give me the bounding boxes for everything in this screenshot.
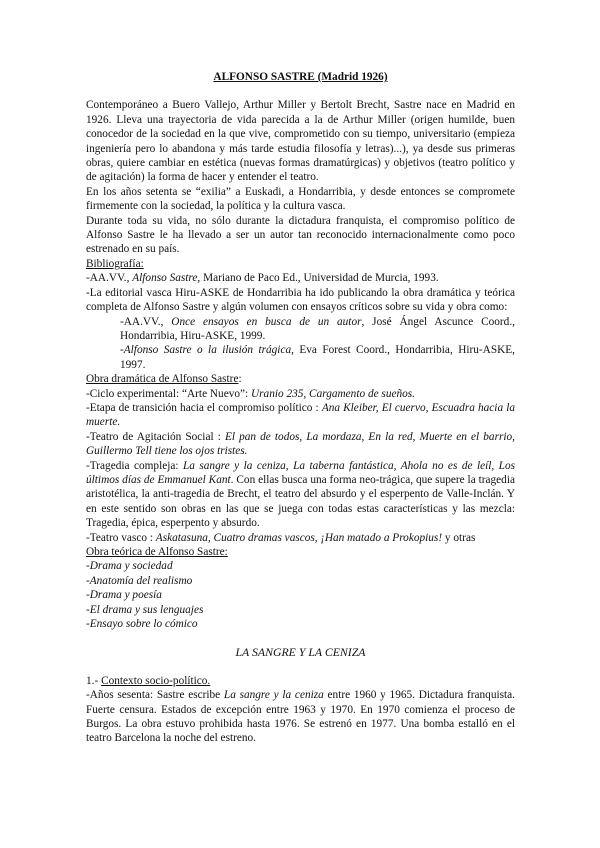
section-sub-number: 1.- [86, 674, 102, 687]
bib-sub-1-rest: , José Ángel Ascunce Coord., Hondarribia, Hiru-ASKE, 1999. [120, 315, 515, 342]
bib-item-1-title: Alfonso Sastre [132, 272, 198, 285]
bibliography-heading [86, 257, 515, 271]
bib-sub-2-title: Alfonso Sastre o la ilusión trágica [123, 344, 292, 357]
bib-sub-2-rest: , Eva Forest Coord., Hondarribia, Hiru-ASKE, 1997. [120, 344, 515, 371]
bib-item-1-rest: , Mariano de Paco Ed., Universidad de Murcia, 1993. [197, 272, 439, 285]
theory-work-item: -Anatomía del realismo [86, 574, 193, 587]
ciclo-works: Uranio 235, Cargamento de sueños. [251, 387, 416, 400]
section-body [86, 688, 515, 746]
bibliography-item-1 [86, 271, 515, 285]
dramatic-works-agitacion [86, 430, 515, 459]
theory-works-heading [86, 545, 515, 559]
dramatic-works-tragedia [86, 459, 515, 531]
theory-work-item: -Ensayo sobre lo cómico [86, 618, 198, 631]
agitacion-prefix: -Teatro de Agitación Social : [86, 430, 225, 443]
ciclo-prefix: -Ciclo experimental: “Arte Nuevo”: [86, 387, 251, 400]
bib-sub-1-prefix: -AA.VV., [120, 315, 172, 328]
section-title: LA SANGRE Y LA CENIZA [235, 645, 366, 660]
bibliography-heading-text: Bibliografía: [86, 257, 144, 270]
dramatic-works-etapa [86, 401, 515, 430]
tragedia-works: La sangre y la ceniza, La taberna fantástica, Ahola no es de leíl, Los últimos días de Emmanuel Kant [86, 459, 515, 486]
dramatic-works-heading [86, 372, 515, 386]
section-body-title: La sangre y la ceniza [223, 689, 324, 702]
vasco-rest: y otras [442, 531, 476, 544]
dramatic-works-vasco [86, 531, 515, 545]
bib-sub-1-title: Once ensayos en busca de un autor [171, 315, 362, 328]
document-body [86, 70, 515, 746]
bib-sub-2-prefix: - [120, 344, 124, 357]
section-body-prefix: -Años sesenta: Sastre escribe [86, 689, 224, 702]
dramatic-works-ciclo [86, 387, 515, 401]
bibliography-subitem-2 [86, 343, 515, 372]
theory-work-item: -El drama y sus lenguajes [86, 603, 204, 616]
etapa-prefix: -Etapa de transición hacia el compromiso político : [86, 401, 322, 414]
theory-works-heading-text: Obra teórica de Alfonso Sastre: [86, 546, 228, 558]
tragedia-rest: . Con ellas busca una forma neo-trágica, que supere la tragedia aristotélica, la anti-tragedia de Brecht, el teatro del absurdo y el esperpento de Valle-Inclán. Y en este sentido son obras en las que se juega con todas estas características y las mezcla: Tragedia, épica, esperpento y absurdo. [86, 473, 515, 530]
dramatic-works-heading-text: Obra dramática de Alfonso Sastre [86, 373, 239, 386]
intro-paragraph-2: En los años setenta se “exilia” a Euskadi, a Hondarribia, y desde entonces se compromete firmemente con la sociedad, la política y la cultura vasca. [86, 185, 515, 213]
bibliography-subitem-1 [86, 315, 515, 344]
bib-item-1-prefix: -AA.VV., [86, 272, 133, 285]
section-subheading [86, 674, 515, 688]
intro-paragraph-3: Durante toda su vida, no sólo durante la dictadura franquista, el compromiso político de Alfonso Sastre le ha llevado a ser un autor tan reconocido internacionalmente como poco estrenado en su país. [86, 214, 515, 256]
dramatic-works-heading-colon: : [238, 373, 242, 386]
vasco-works: Askatasuna, Cuatro dramas vascos, ¡Han matado a Prokopius! [155, 531, 443, 544]
tragedia-prefix: -Tragedia compleja: [86, 459, 183, 472]
agitacion-works: El pan de todos, La mordaza, En la red, Muerte en el barrio, Guillermo Tell tiene los ojos tristes. [86, 430, 515, 458]
intro-paragraph-1: Contemporáneo a Buero Vallejo, Arthur Miller y Bertolt Brecht, Sastre nace en Madrid en 1926. Lleva una trayectoria de vida parecida a la de Arthur Miller (origen humilde, buen conocedor de la sociedad en la que vive, comprometido con su tiempo, universitario (empieza ingeniería pero lo abandona y más tarde estudia filosofía y letras)...), ya desde sus primeras obras, quiere cambiar en estética (nuevas formas dramatúrgicas) y objetivos (teatro político y de agitación) la forma de hacer y entender el teatro. [86, 99, 515, 184]
vasco-prefix: -Teatro vasco : [86, 531, 156, 544]
section-body-rest: entre 1960 y 1965. Dictadura franquista. Fuerte censura. Estados de excepción entre 1963 y 1970. En 1970 comienza el proceso de Burgos. La obra estuvo prohibida hasta 1976. Se estrenó en 1977. Una bomba estalló en el teatro Barcelona la noche del estreno. [86, 689, 515, 745]
section-sub-heading: Contexto socio-político. [101, 674, 211, 687]
etapa-works: Ana Kleiber, El cuervo, Escuadra hacia la muerte. [86, 401, 515, 429]
page-title: ALFONSO SASTRE (Madrid 1926) [213, 71, 388, 83]
theory-work-item: -Drama y poesía [86, 589, 162, 602]
theory-work-item: -Drama y sociedad [86, 560, 173, 573]
bibliography-item-2: -La editorial vasca Hiru-ASKE de Hondarribia ha ido publicando la obra dramática y teórica completa de Alfonso Sastre y algún volumen con ensayos críticos sobre su vida y obra como: [86, 286, 515, 314]
